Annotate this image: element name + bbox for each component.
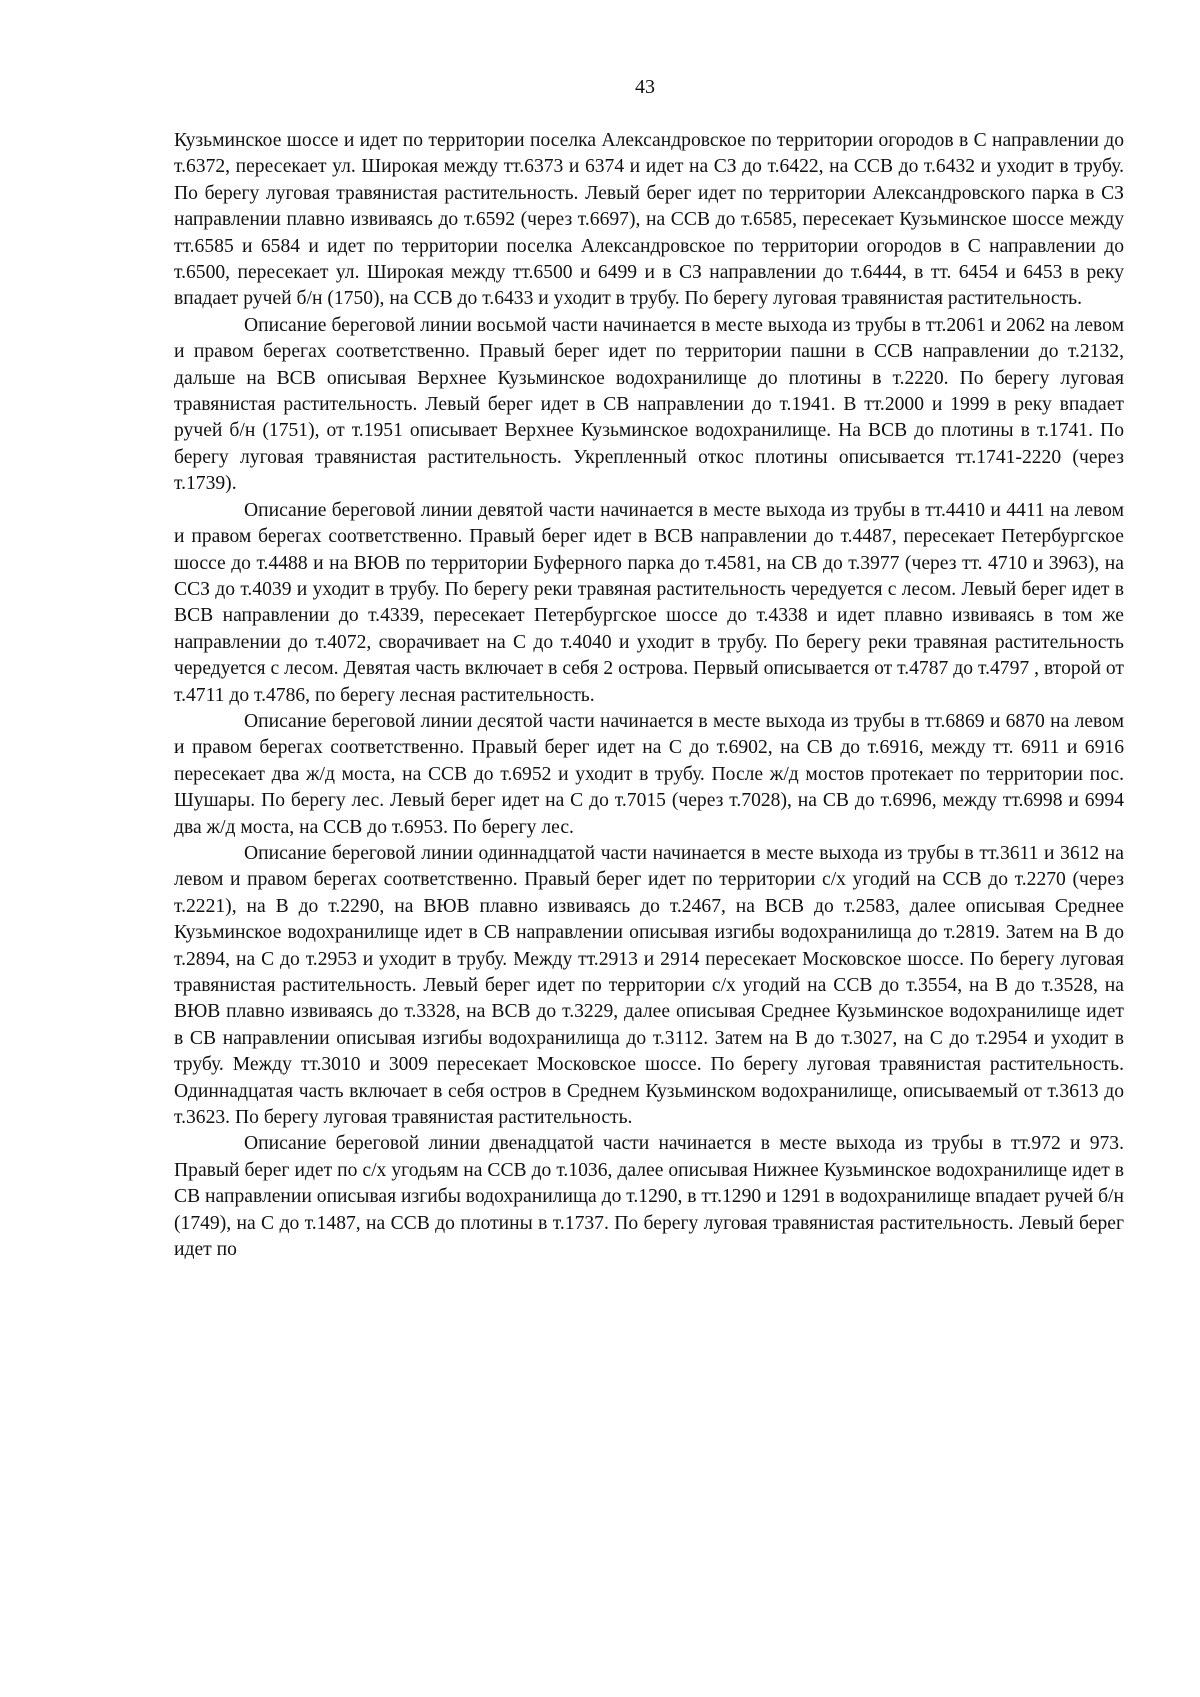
paragraph-part-eight: Описание береговой линии восьмой части начинается в месте выхода из трубы в тт.2061 и 2062 на левом и правом берегах соответственно. Правый берег идет по территории пашни в ССВ направлении до т.2132, дальше на ВСВ описывая Верхнее Кузьминское водохранилище до плотины в т.2220. По берегу луговая травянистая растительность. Левый берег идет в СВ направлении до т.1941. В тт.2000 и 1999 в реку впадает ручей б/н (1751), от т.1951 описывает Верхнее Кузьминское водохранилище. На ВСВ до плотины в т.1741. По берегу луговая травянистая растительность. Укрепленный откос плотины описывается тт.1741-2220 (через т.1739). (174, 314, 1124, 495)
paragraph-part-ten: Описание береговой линии десятой части начинается в месте выхода из трубы в тт.6869 и 6870 на левом и правом берегах соответственно. Правый берег идет на С до т.6902, на СВ до т.6916, между тт. 6911 и 6916 пересекает два ж/д моста, на ССВ до т.6952 и уходит в трубу. После ж/д мостов протекает по территории пос. Шушары. По берегу лес. Левый берег идет на С до т.7015 (через т.7028), на СВ до т.6996, между тт.6998 и 6994 два ж/д моста, на ССВ до т.6953. По берегу лес. (174, 710, 1124, 838)
paragraph-continuation: Кузьминское шоссе и идет по территории поселка Александровское по территории огородов в С направлении до т.6372, пересекает ул. Широкая между тт.6373 и 6374 и идет на СЗ до т.6422, на ССВ до т.6432 и уходит в трубу. По берегу луговая травянистая растительность. Левый берег идет по территории Александровского парка в СЗ направлении плавно извиваясь до т.6592 (через т.6697), на ССВ до т.6585, пересекает Кузьминское шоссе между тт.6585 и 6584 и идет по территории поселка Александровское по территории огородов в С направлении до т.6500, пересекает ул. Широкая между тт.6500 и 6499 и в СЗ направлении до т.6444, в тт. 6454 и 6453 в реку впадает ручей б/н (1750), на ССВ до т.6433 и уходит в трубу. По берегу луговая травянистая растительность. (174, 130, 1124, 310)
paragraph-part-nine: Описание береговой линии девятой части начинается в месте выхода из трубы в тт.4410 и 4411 на левом и правом берегах соответственно. Правый берег идет в ВСВ направлении до т.4487, пересекает Петербургское шоссе до т.4488 и на ВЮВ по территории Буферного парка до т.4581, на СВ до т.3977 (через тт. 4710 и 3963), на ССЗ до т.4039 и уходит в трубу. По берегу реки травяная растительность чередуется с лесом. Левый берег идет в ВСВ направлении до т.4339, пересекает Петербургское шоссе до т.4338 и идет плавно извиваясь в том же направлении до т.4072, сворачивает на С до т.4040 и уходит в трубу. По берегу реки травяная растительность чередуется с лесом. Девятая часть включает в себя 2 острова. Первый описывается от т.4787 до т.4797 , второй от т.4711 до т.4786, по берегу лесная растительность. (174, 499, 1124, 706)
document-body (174, 128, 1124, 1263)
page-number: 43 (635, 76, 655, 98)
paragraph-part-twelve: Описание береговой линии двенадцатой части начинается в месте выхода из трубы в тт.972 и 973. Правый берег идет по с/х угодьям на ССВ до т.1036, далее описывая Нижнее Кузьминское водохранилище идет в СВ направлении описывая изгибы водохранилища до т.1290, в тт.1290 и 1291 в водохранилище впадает ручей б/н (1749), на С до т.1487, на ССВ до плотины в т.1737. По берегу луговая травянистая растительность. Левый берег идет по (174, 1133, 1124, 1261)
paragraph-part-eleven: Описание береговой линии одиннадцатой части начинается в месте выхода из трубы в тт.3611 и 3612 на левом и правом берегах соответственно. Правый берег идет по территории с/х угодий на ССВ до т.2270 (через т.2221), на В до т.2290, на ВЮВ плавно извиваясь до т.2467, на ВСВ до т.2583, далее описывая Среднее Кузьминское водохранилище идет в СВ направлении описывая изгибы водохранилища до т.2819. Затем на В до т.2894, на С до т.2953 и уходит в трубу. Между тт.2913 и 2914 пересекает Московское шоссе. По берегу луговая травянистая растительность. Левый берег идет по территории с/х угодий на ССВ до т.3554, на В до т.3528, на ВЮВ плавно извиваясь до т.3328, на ВСВ до т.3229, далее описывая Среднее Кузьминское водохранилище идет в СВ направлении описывая изгибы водохранилища до т.3112. Затем на В до т.3027, на С до т.2954 и уходит в трубу. Между тт.3010 и 3009 пересекает Московское шоссе. По берегу луговая травянистая растительность. Одиннадцатая часть включает в себя остров в Среднем Кузьминском водохранилище, описываемый от т.3613 до т.3623. По берегу луговая травянистая растительность. (174, 842, 1124, 1129)
